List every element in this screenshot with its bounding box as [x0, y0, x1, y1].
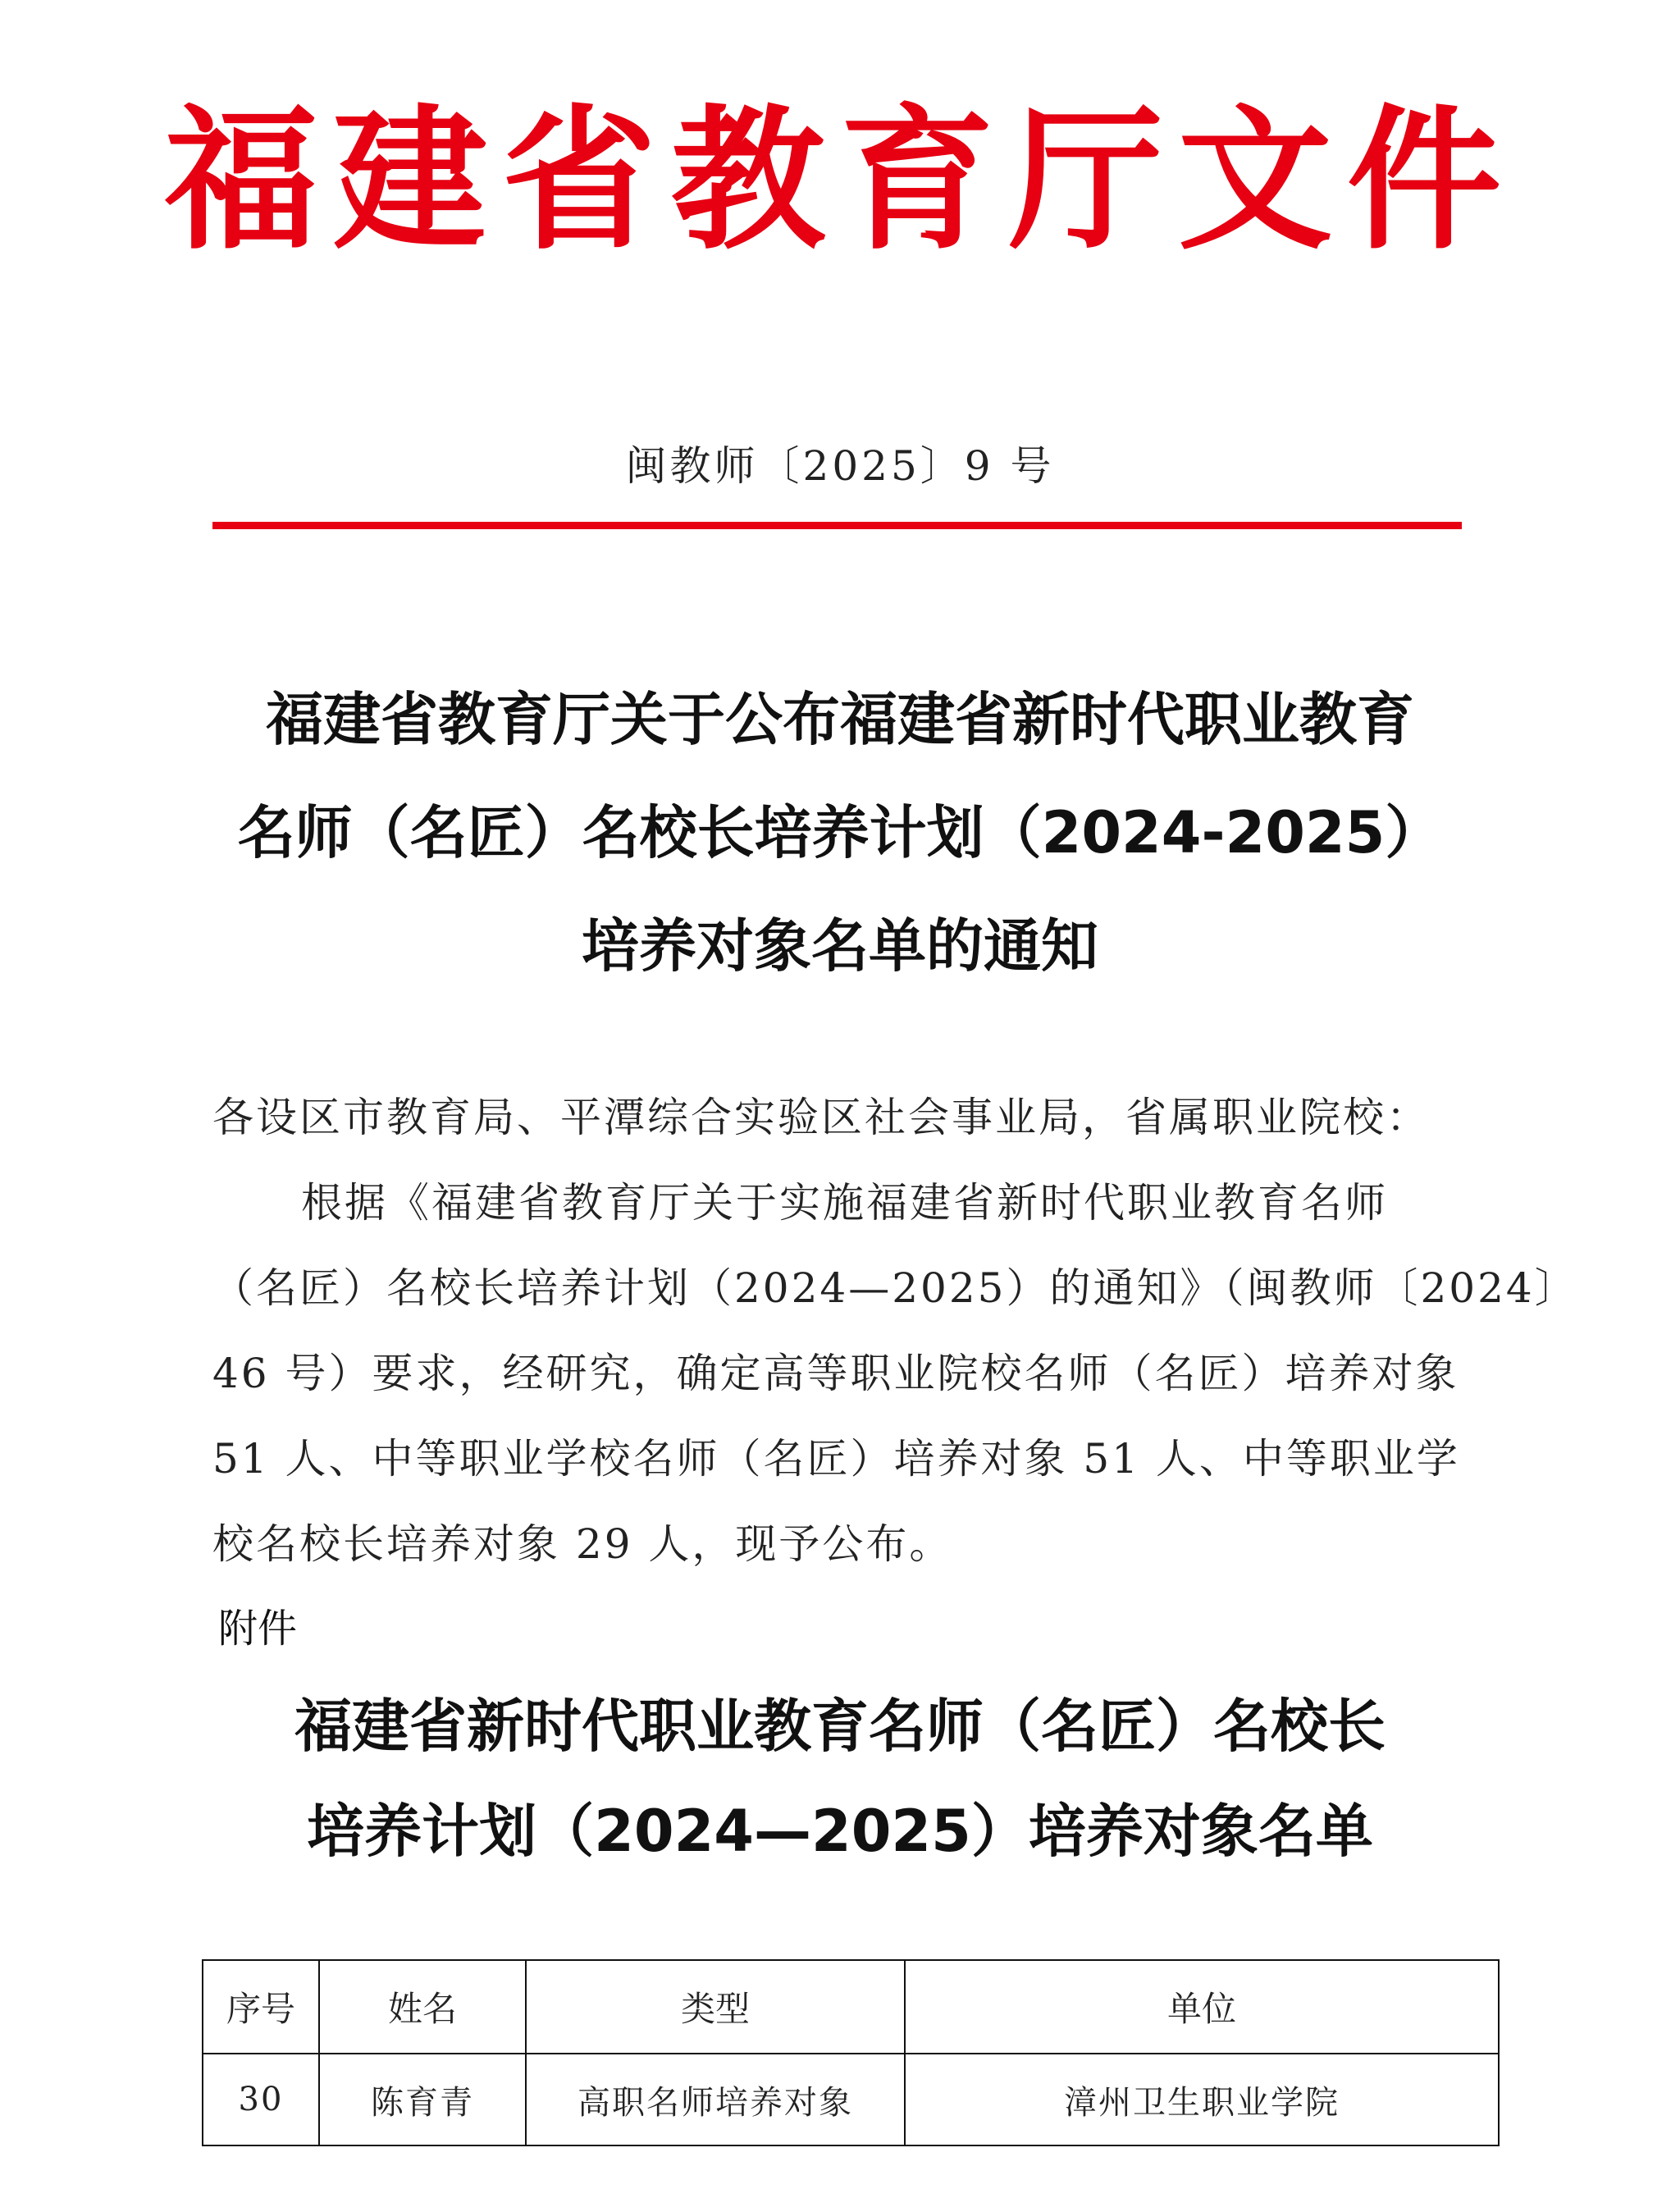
- notice-title-line: 培养对象名单的通知: [582, 912, 1098, 980]
- body-line: （名匠）名校长培养计划（2024—2025）的通知》（闽教师〔2024〕: [212, 1264, 1578, 1312]
- roster-table: [202, 1959, 1500, 2146]
- attachment-title: [164, 1674, 1516, 1884]
- cell-unit: 漳州卫生职业学院: [905, 2054, 1499, 2145]
- body-line: 根据《福建省教育厅关于实施福建省新时代职业教育名师: [301, 1179, 1388, 1227]
- document-number: 闽教师〔2025〕9 号: [625, 442, 1055, 490]
- notice-title-line: 名师（名匠）名校长培养计划（2024-2025）: [237, 799, 1443, 866]
- attachment-title-line: 培养计划（2024—2025）培养对象名单: [307, 1798, 1373, 1865]
- notice-title: [164, 663, 1516, 1003]
- notice-body: [212, 1075, 1578, 1587]
- red-divider-line: [212, 522, 1462, 529]
- attachment-label: 附件: [218, 1606, 298, 1652]
- column-header-type: 类型: [526, 1960, 905, 2054]
- body-line: 校名校长培养对象 29 人，现予公布。: [212, 1520, 953, 1568]
- attachment-title-line: 福建省新时代职业教育名师（名匠）名校长: [294, 1693, 1386, 1760]
- addressee-line: 各设区市教育局、平潭综合实验区社会事业局，省属职业院校：: [212, 1094, 1430, 1141]
- notice-title-line: 福建省教育厅关于公布福建省新时代职业教育: [266, 686, 1414, 753]
- cell-name: 陈育青: [319, 2054, 526, 2145]
- column-header-name: 姓名: [319, 1960, 526, 2054]
- table-row: [203, 2054, 1499, 2145]
- table-header-row: [203, 1960, 1499, 2054]
- body-line: 51 人、中等职业学校名师（名匠）培养对象 51 人、中等职业学: [212, 1435, 1460, 1483]
- cell-type: 高职名师培养对象: [526, 2054, 905, 2145]
- column-header-index: 序号: [203, 1960, 319, 2054]
- body-line: 46 号）要求，经研究，确定高等职业院校名师（名匠）培养对象: [212, 1350, 1459, 1397]
- column-header-unit: 单位: [905, 1960, 1499, 2054]
- document-masthead: 福建省教育厅文件: [164, 89, 1516, 271]
- cell-index: 30: [203, 2054, 319, 2145]
